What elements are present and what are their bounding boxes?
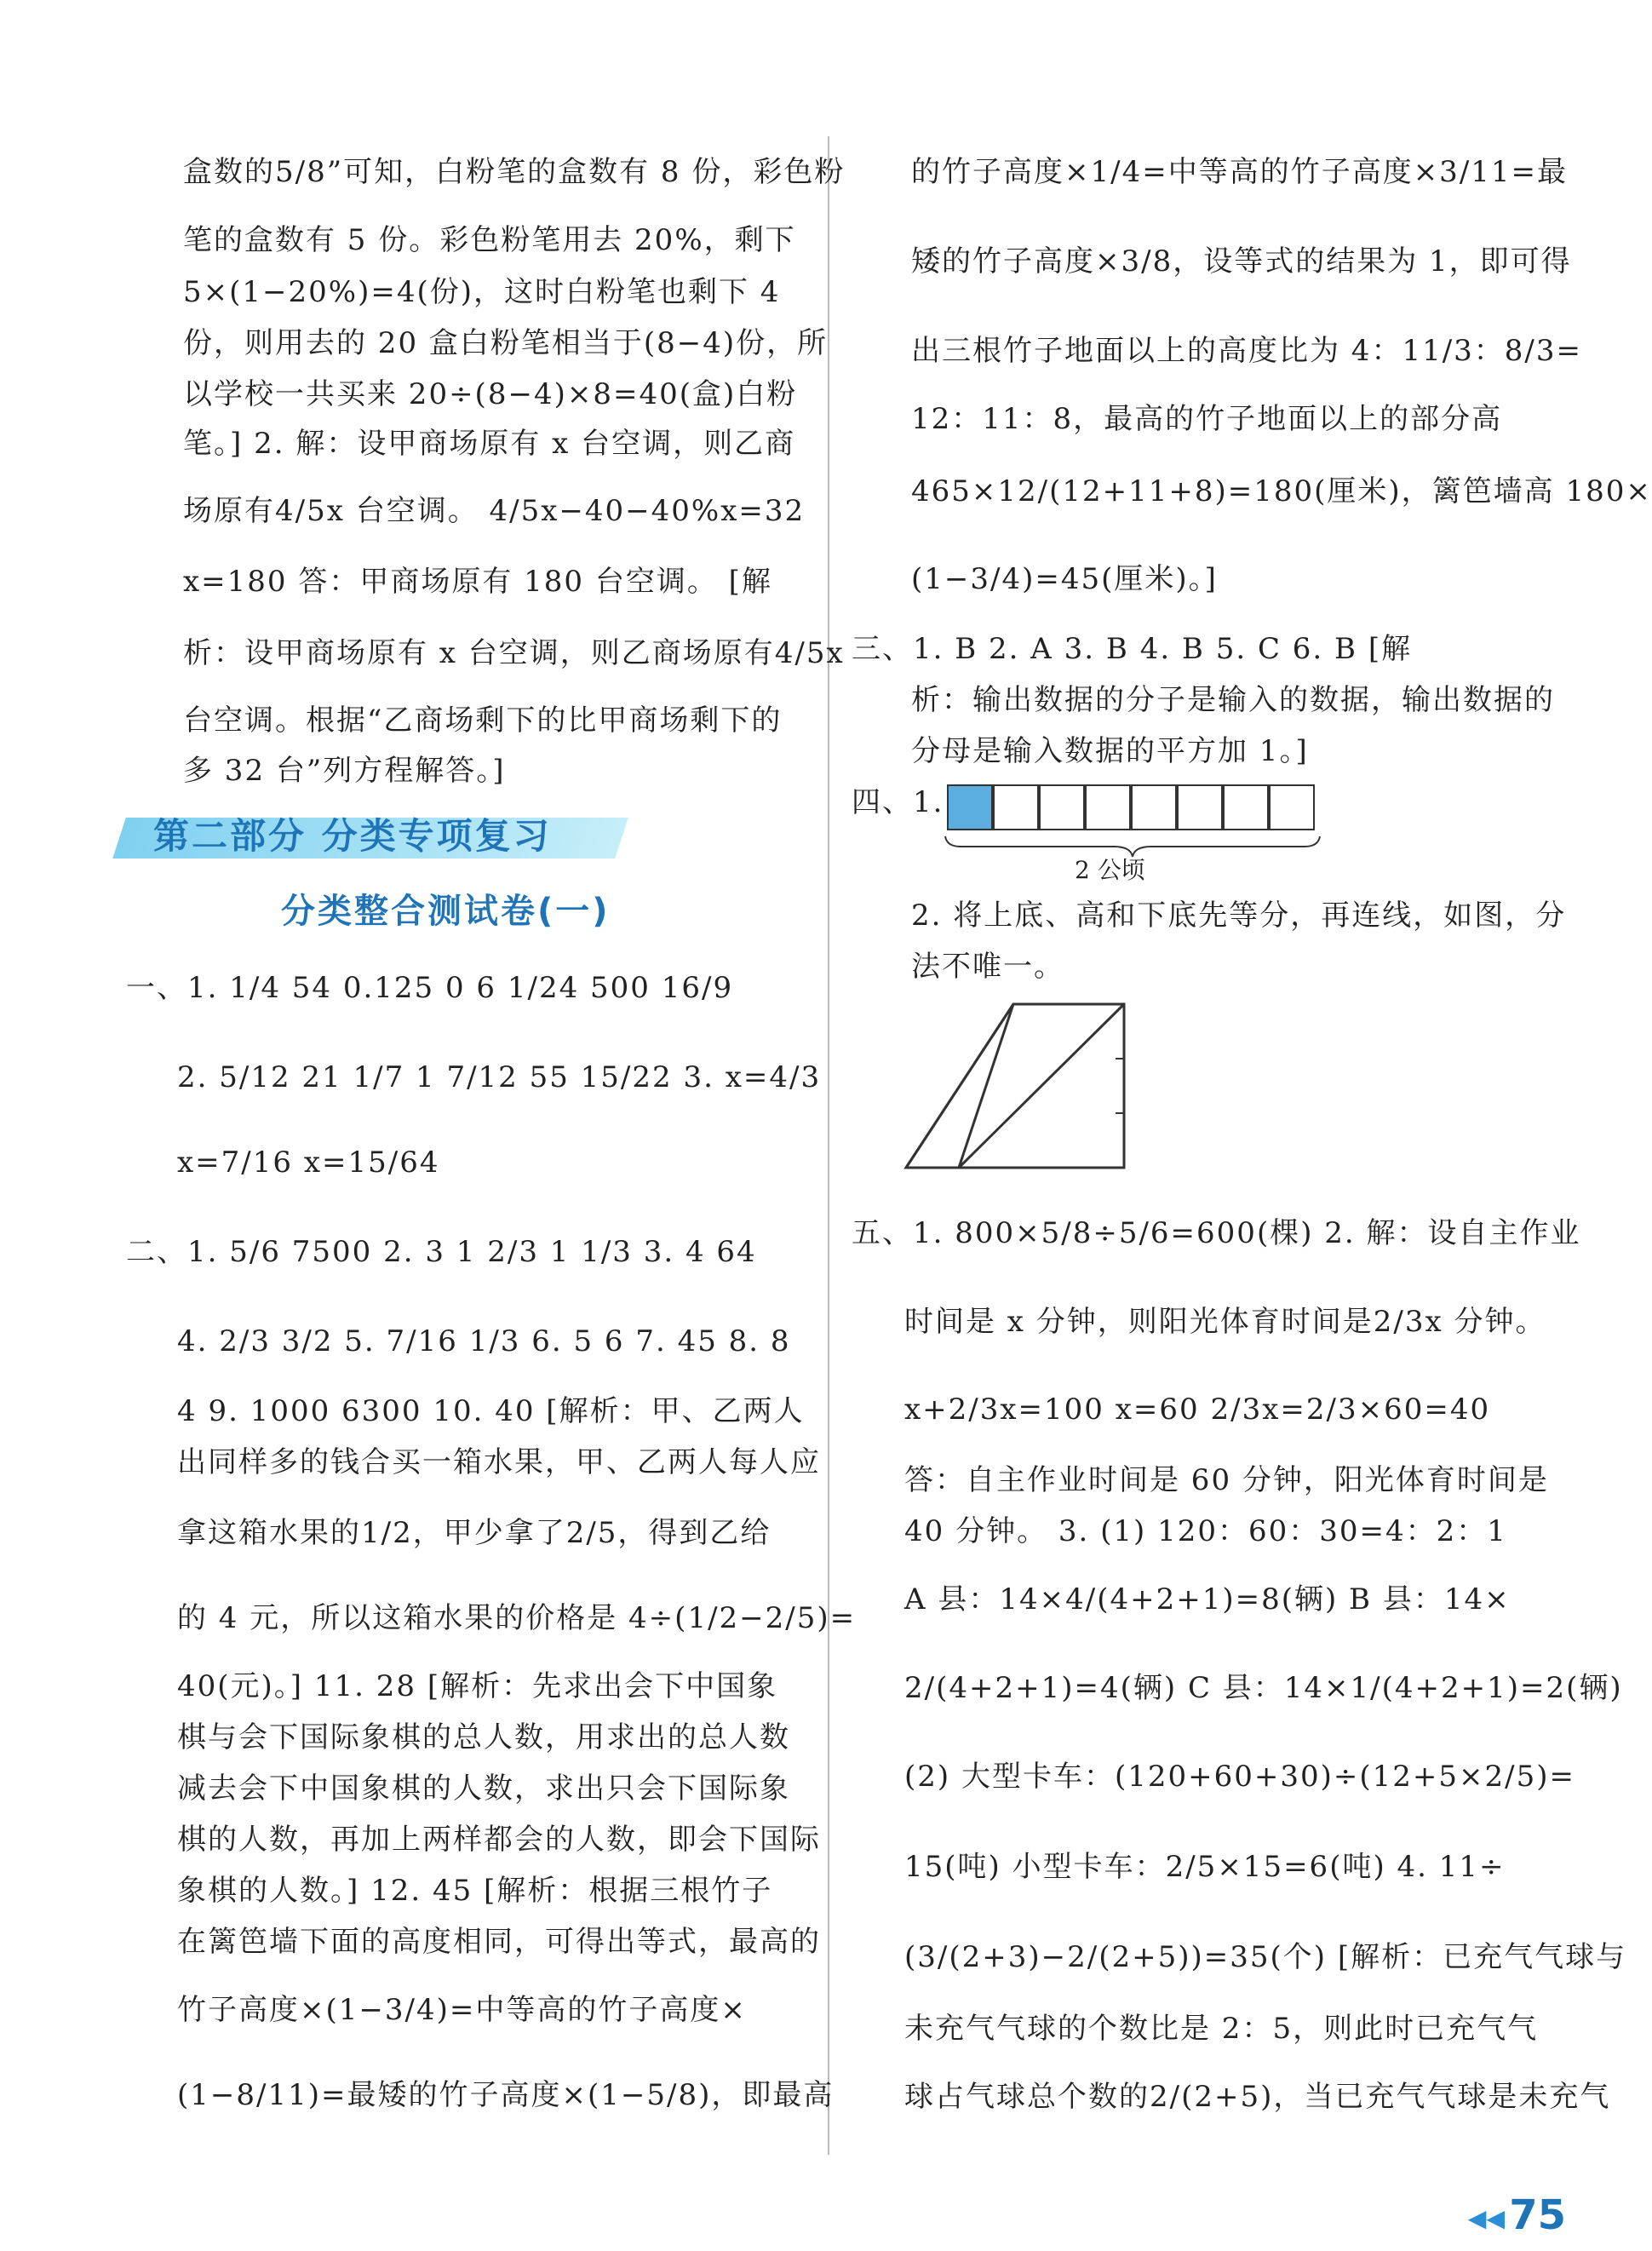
text-line: 时间是 x 分钟，则阳光体育时间是2/3x 分钟。: [904, 1305, 1546, 1339]
text-line: 4. 2/3 3/2 5. 7/16 1/3 6. 5 6 7. 45 8. 8: [177, 1324, 791, 1358]
grid-label: 2 公顷: [1075, 856, 1145, 884]
grid-cell: [1085, 784, 1131, 830]
text-line: 40(元)。] 11. 28 [解析：先求出会下中国象: [177, 1669, 778, 1703]
text-line: 以学校一共买来 20÷(8−4)×8=40(盒)白粉: [183, 377, 798, 411]
grid-cell: [1131, 784, 1177, 830]
text-line: 4 9. 1000 6300 10. 40 [解析：甲、乙两人: [177, 1394, 805, 1428]
grid-cell: [1039, 784, 1085, 830]
grid-cell: [1269, 784, 1315, 830]
text-line: 2. 将上底、高和下底先等分，再连线，如图，分: [911, 899, 1567, 933]
text-line: 四、1.: [852, 785, 944, 819]
part-banner: [119, 809, 622, 864]
text-line: (1−3/4)=45(厘米)。]: [911, 562, 1218, 596]
text-line: 竹子高度×(1−3/4)=中等高的竹子高度×: [177, 1993, 747, 2027]
text-line: 象棋的人数。] 12. 45 [解析：根据三根竹子: [177, 1874, 773, 1908]
text-line: (1−8/11)=最矮的竹子高度×(1−5/8)，即最高: [177, 2078, 835, 2112]
text-line: 40 分钟。 3. (1) 120：60：30=4：2：1: [904, 1514, 1507, 1548]
text-line: 出三根竹子地面以上的高度比为 4：11/3：8/3=: [911, 334, 1582, 368]
grid-cell-filled: [947, 784, 993, 830]
text-line: 矮的竹子高度×3/8，设等式的结果为 1，即可得: [911, 244, 1572, 279]
text-line: 的竹子高度×1/4=中等高的竹子高度×3/11=最: [911, 155, 1569, 189]
text-line: 球占气球总个数的2/(2+5)，当已充气气球是未充气: [904, 2080, 1611, 2114]
column-divider: [828, 136, 829, 2155]
text-line: 盒数的5/8”可知，白粉笔的盒数有 8 份，彩色粉: [183, 155, 846, 189]
text-line: 减去会下中国象棋的人数，求出只会下国际象: [177, 1772, 790, 1806]
text-line: 份，则用去的 20 盒白粉笔相当于(8−4)份，所: [183, 326, 829, 360]
text-line: 析：设甲商场原有 x 台空调，则乙商场原有4/5x: [183, 636, 845, 670]
text-line: 笔的盒数有 5 份。彩色粉笔用去 20%，剩下: [183, 223, 796, 257]
text-line: 在篱笆墙下面的高度相同，可得出等式，最高的: [177, 1925, 821, 1959]
text-line: 法不唯一。: [911, 950, 1064, 984]
text-line: 一、1. 1/4 54 0.125 0 6 1/24 500 16/9: [126, 971, 734, 1005]
text-line: 2. 5/12 21 1/7 1 7/12 55 15/22 3. x=4/3: [177, 1060, 822, 1094]
trapezoid-figure: [903, 1001, 1133, 1171]
text-line: x=7/16 x=15/64: [177, 1146, 440, 1180]
text-line: 12：11：8，最高的竹子地面以上的部分高: [911, 402, 1503, 436]
page-arrows-icon: ◀◀: [1467, 2204, 1505, 2232]
text-line: 场原有4/5x 台空调。 4/5x−40−40%x=32: [183, 494, 806, 528]
text-line: 台空调。根据“乙商场剩下的比甲商场剩下的: [183, 703, 783, 738]
text-line: 五、1. 800×5/8÷5/6=600(棵) 2. 解：设自主作业: [852, 1216, 1581, 1250]
text-line: 的 4 元，所以这箱水果的价格是 4÷(1/2−2/5)=: [177, 1601, 857, 1635]
text-line: 多 32 台”列方程解答。]: [183, 754, 506, 788]
text-line: 棋的人数，再加上两样都会的人数，即会下国际: [177, 1823, 821, 1857]
text-line: 分母是输入数据的平方加 1。]: [911, 734, 1309, 768]
page-number: 75: [1509, 2191, 1566, 2239]
text-line: 15(吨) 小型卡车：2/5×15=6(吨) 4. 11÷: [904, 1850, 1506, 1884]
text-line: 未充气气球的个数比是 2：5，则此时已充气气: [904, 2012, 1539, 2046]
text-line: x+2/3x=100 x=60 2/3x=2/3×60=40: [904, 1393, 1491, 1427]
text-line: A 县：14×4/(4+2+1)=8(辆) B 县：14×: [904, 1582, 1511, 1616]
text-line: 析：输出数据的分子是输入的数据，输出数据的: [911, 683, 1555, 717]
text-line: 2/(4+2+1)=4(辆) C 县：14×1/(4+2+1)=2(辆): [904, 1671, 1623, 1705]
banner-title: 第二部分 分类专项复习: [153, 815, 552, 857]
grid-cell: [1177, 784, 1223, 830]
text-line: x=180 答：甲商场原有 180 台空调。 [解: [183, 565, 772, 599]
text-line: 5×(1−20%)=4(份)，这时白粉笔也剩下 4: [183, 275, 781, 309]
text-line: 二、1. 5/6 7500 2. 3 1 2/3 1 1/3 3. 4 64: [126, 1235, 757, 1269]
text-line: 棋与会下国际象棋的总人数，用求出的总人数: [177, 1720, 790, 1754]
text-line: (3/(2+3)−2/(2+5))=35(个) [解析：已充气气球与: [904, 1940, 1627, 1974]
text-line: 拿这箱水果的1/2，甲少拿了2/5，得到乙给: [177, 1516, 772, 1550]
text-line: 答：自主作业时间是 60 分钟，阳光体育时间是: [904, 1463, 1549, 1497]
text-line: 出同样多的钱合买一箱水果，甲、乙两人每人应: [177, 1445, 821, 1479]
grid-cell: [993, 784, 1039, 830]
text-line: (2) 大型卡车：(120+60+30)÷(12+5×2/5)=: [904, 1760, 1575, 1794]
text-line: 三、1. B 2. A 3. B 4. B 5. C 6. B [解: [852, 632, 1413, 666]
grid-cell: [1223, 784, 1269, 830]
section-title: 分类整合测试卷(一): [281, 892, 611, 931]
text-line: 笔。] 2. 解：设甲商场原有 x 台空调，则乙商: [183, 427, 796, 461]
text-line: 465×12/(12+11+8)=180(厘米)，篱笆墙高 180×: [911, 474, 1652, 508]
